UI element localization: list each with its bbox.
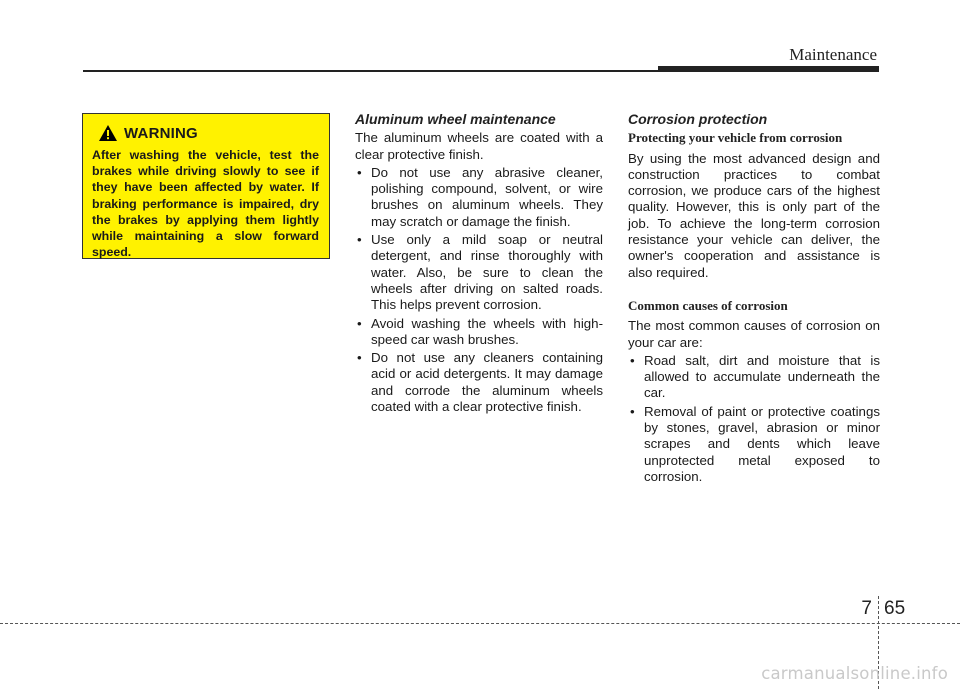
list-item: • Do not use any cleaners containing acid or acid detergents. It may damage and corrode the aluminum wheels coated with a clear protective finish.: [355, 350, 603, 415]
corrosion-subtitle-protecting: Protecting your vehicle from corrosion: [628, 130, 843, 146]
corrosion-section: [628, 111, 880, 487]
page-number: 65: [884, 598, 906, 619]
corrosion-subtitle-causes: Common causes of corrosion: [628, 297, 788, 313]
corrosion-section-title: Corrosion protection: [628, 111, 768, 127]
header-bar: [658, 66, 879, 72]
aluminum-section-title: Aluminum wheel maintenance: [355, 111, 556, 127]
list-item: • Road salt, dirt and moisture that is allowed to accumulate underneath the car.: [628, 353, 880, 402]
list-item: • Use only a mild soap or neutral detergent, and rinse thoroughly with water. Also, be sure to clean the wheels after driving on salted roads. This helps prevent corrosion.: [355, 232, 603, 313]
watermark: carmanualsonline.info: [761, 664, 948, 683]
warning-box: [82, 113, 330, 259]
list-item: • Do not use any abrasive cleaner, polishing compound, solvent, or wire brushes on aluminum wheels. They may scratch or damage the finish.: [355, 165, 603, 230]
warning-header: [92, 123, 319, 143]
corrosion-paragraph: By using the most advanced design and construction practices to combat corrosion, we produce cars of the highest quality. However, this is only part of the job. To achieve the long-term corrosion resistance your vehicle can deliver, the owner's cooperation and assistance is also required.: [628, 150, 880, 280]
page-section-title: Maintenance: [789, 45, 877, 64]
warning-body: After washing the vehicle, test the brakes while driving slowly to see if they have been affected by water. If braking performance is impaired, dry the brakes by applying them lightly while maintaining a slow forward speed.: [92, 148, 319, 260]
list-item: • Avoid washing the wheels with high-speed car wash brushes.: [355, 316, 603, 349]
aluminum-intro: The aluminum wheels are coated with a clear protective finish.: [355, 130, 603, 162]
aluminum-bullet-list: [355, 165, 603, 415]
warning-title: WARNING: [124, 124, 198, 142]
chapter-number: 7: [861, 598, 872, 619]
aluminum-wheel-section: [355, 111, 603, 417]
list-item: • Removal of paint or protective coatings by stones, gravel, abrasion or minor scrapes and dents which leave unprotected metal exposed to corrosion.: [628, 404, 880, 485]
footer-rule: [0, 623, 960, 624]
corrosion-causes-intro: The most common causes of corrosion on your car are:: [628, 318, 880, 350]
corrosion-bullet-list: [628, 353, 880, 485]
warning-triangle-icon: [98, 124, 118, 142]
